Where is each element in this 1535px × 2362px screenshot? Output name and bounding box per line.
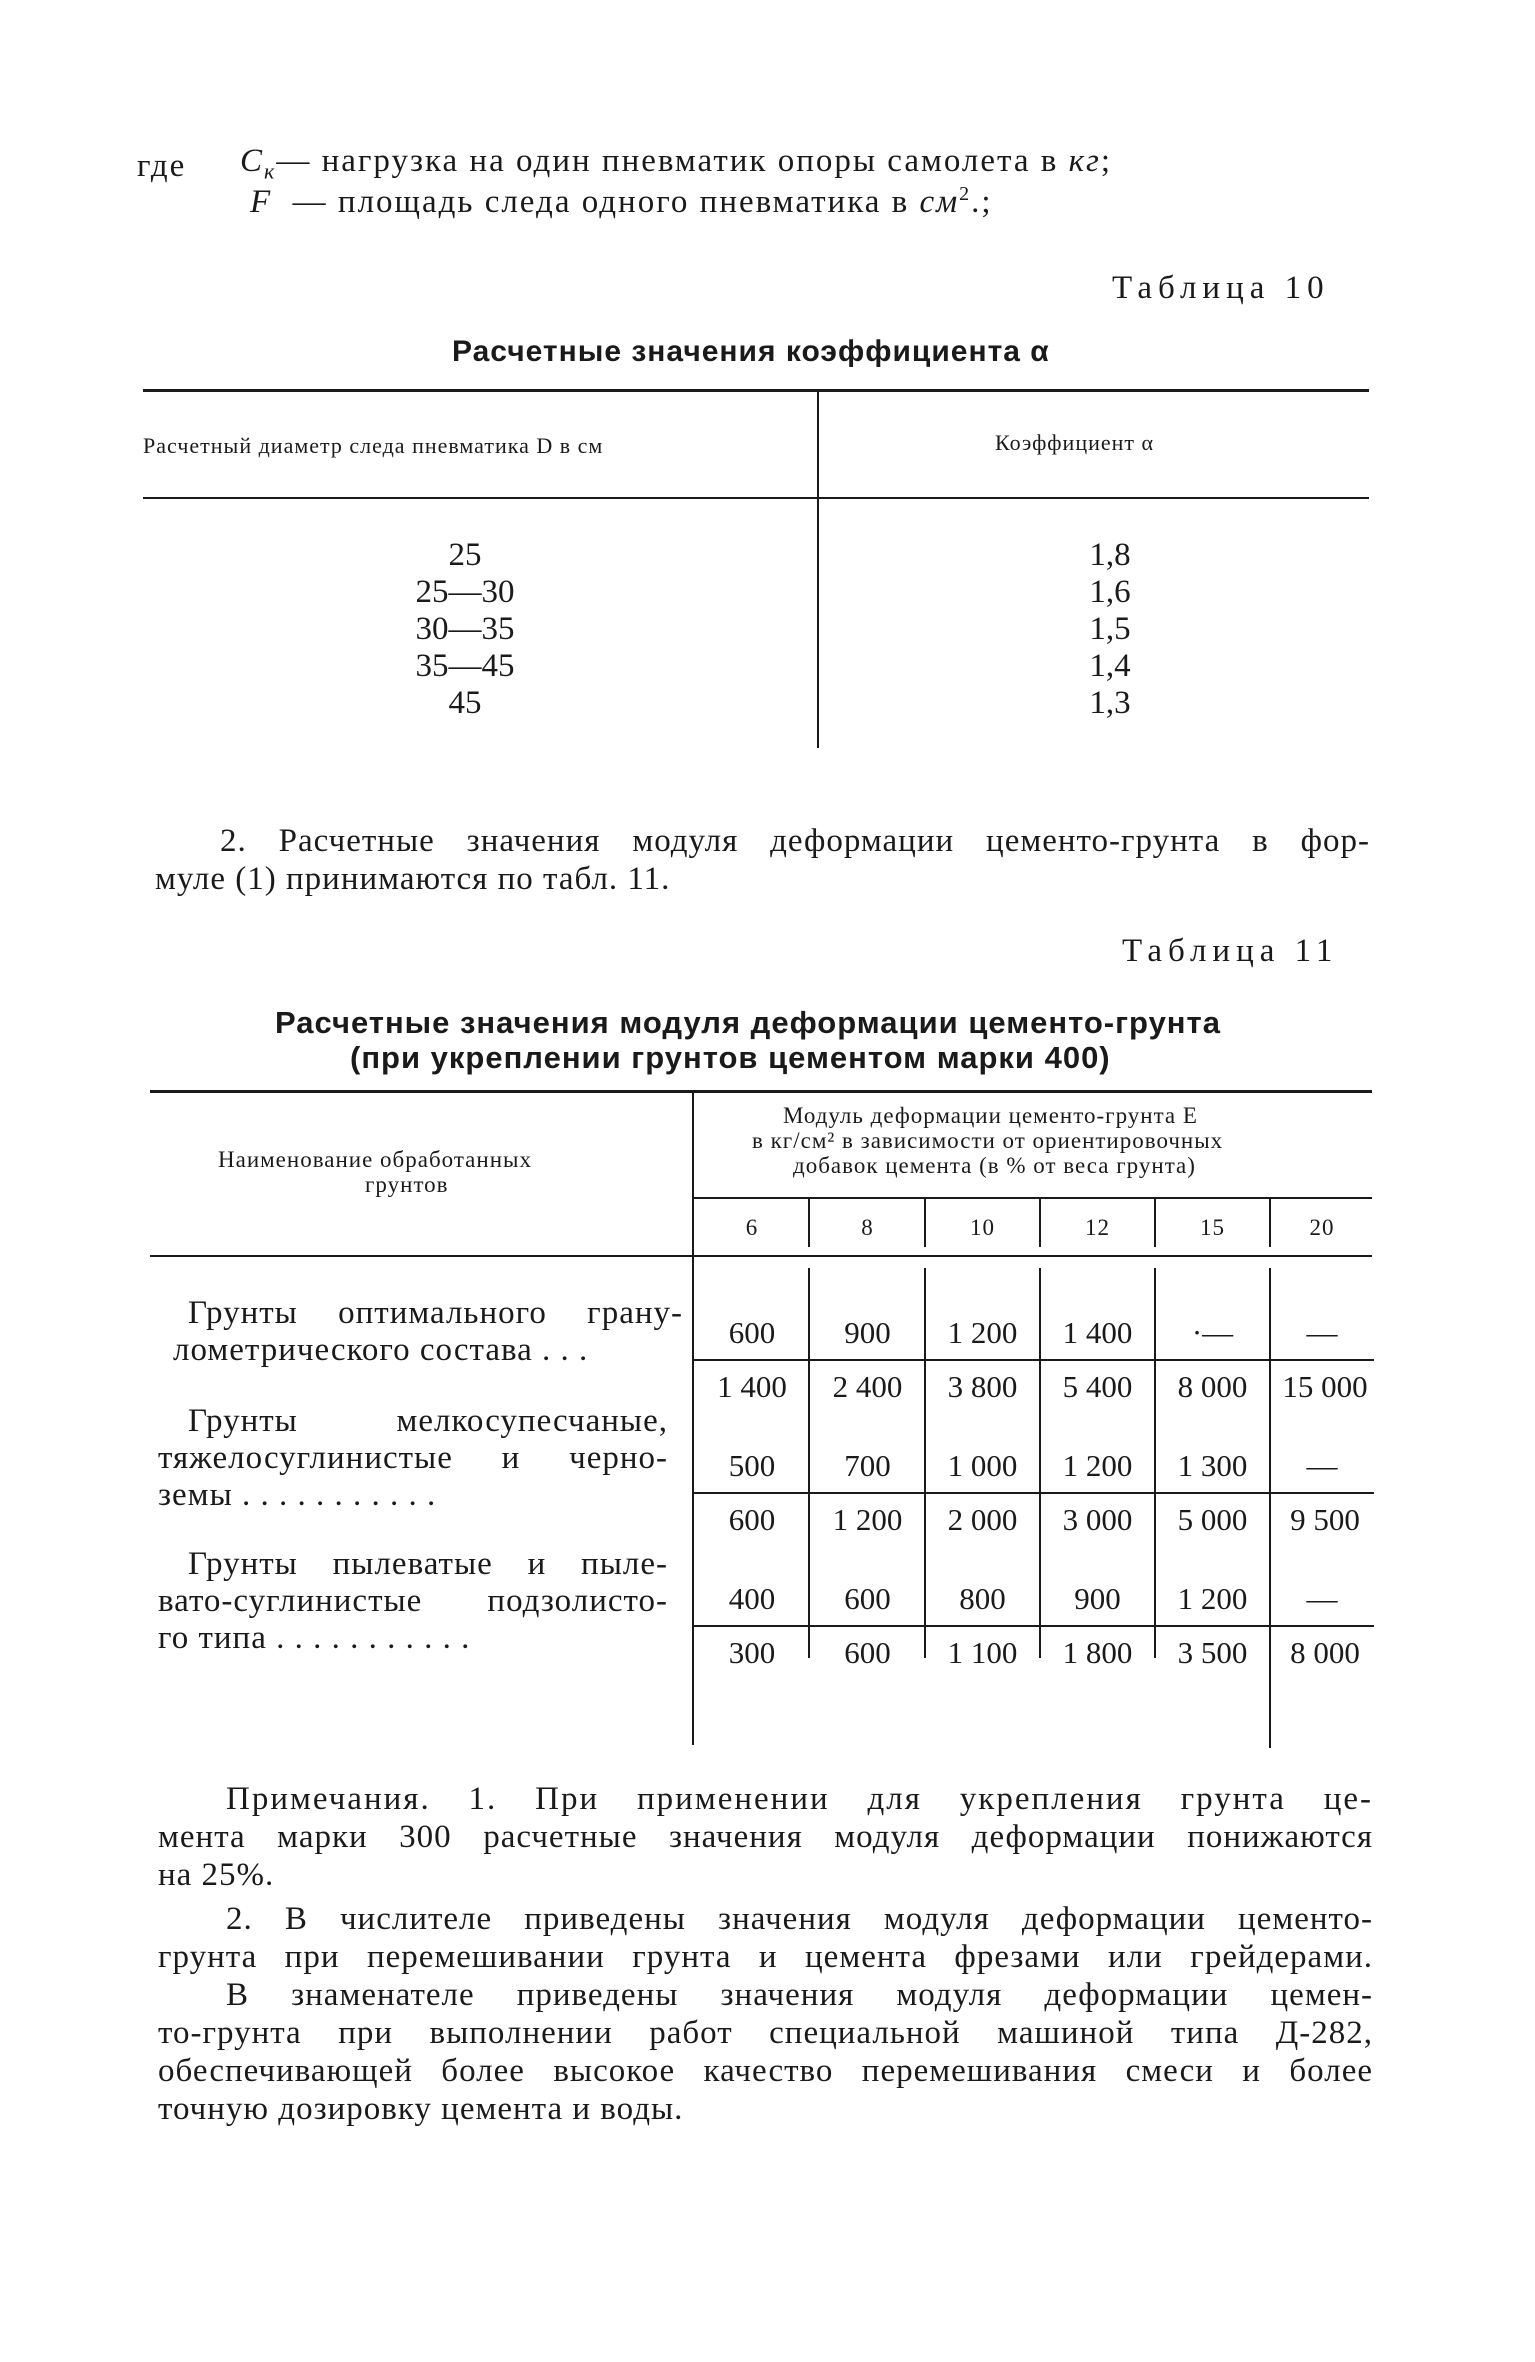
table10-diameter-cell: 35—45 xyxy=(415,648,515,684)
denominator-cell: 2 400 xyxy=(832,1369,903,1404)
ck-subscript: к xyxy=(264,158,277,184)
numerator-cell: — xyxy=(1306,1448,1338,1483)
table11-col-separator xyxy=(808,1199,810,1247)
denominator-cell: 8 000 xyxy=(1177,1369,1248,1404)
table10-coefficient-cell: 1,4 xyxy=(1089,648,1131,684)
table11-row-header-line-1: Наименование обработанных xyxy=(218,1147,532,1172)
numerator-cell: 1 200 xyxy=(947,1315,1018,1350)
row-label-line: земы . . . . . . . . . . . xyxy=(158,1477,437,1513)
numerator-cell: 1 200 xyxy=(1177,1581,1248,1616)
ck-symbol: C xyxy=(240,143,265,179)
numerator-cell: 400 xyxy=(728,1581,776,1616)
numerator-cell: 600 xyxy=(844,1581,891,1616)
table11-col-separator xyxy=(1269,1199,1271,1247)
numerator-cell: 700 xyxy=(844,1448,891,1483)
table10-coefficient-cell: 1,6 xyxy=(1089,574,1131,610)
table11-row-2-label xyxy=(158,1403,668,1514)
table11-col-header-6: 6 xyxy=(745,1215,759,1240)
table11-col-separator xyxy=(1039,1199,1041,1247)
table11-top-rule xyxy=(150,1090,1372,1093)
numerator-cell: 1 200 xyxy=(1062,1448,1133,1483)
denominator-cell: 300 xyxy=(728,1635,776,1670)
table11-row-2-values xyxy=(694,1448,1374,1548)
row-label-line: лометрического состава . . . xyxy=(173,1332,589,1368)
row-label-line: тяжелосуглинистые и черно- xyxy=(158,1440,668,1476)
notes-line: мента марки 300 расчетные значения модуля деформации понижаются xyxy=(158,1819,1373,1855)
notes-line: на 25%. xyxy=(158,1857,275,1893)
numerator-cell: 1 000 xyxy=(947,1448,1018,1483)
denominator-cell: 1 100 xyxy=(947,1635,1018,1670)
row-label-line: Грунты мелкосупесчаные, xyxy=(188,1403,668,1439)
notes-line: В знаменателе приведены значения модуля деформации цемен- xyxy=(226,1977,1373,2013)
paragraph-2-line-1: 2. Расчетные значения модуля деформации цементо-грунта в фор- xyxy=(220,823,1370,859)
numerator-cell: 500 xyxy=(728,1448,776,1483)
ck-end: ; xyxy=(1100,143,1113,179)
table10-header-rule xyxy=(143,497,1369,499)
table11-group-header-line-2: в кг/см² в зависимости от ориентировочных xyxy=(752,1128,1224,1153)
table11-col-header-20: 20 xyxy=(1309,1215,1335,1240)
table11-column-headers xyxy=(694,1215,1374,1245)
ck-unit: кг xyxy=(1068,143,1101,179)
table11-col-separator xyxy=(1154,1199,1156,1247)
denominator-cell: 1 400 xyxy=(717,1369,787,1404)
f-end: .; xyxy=(971,184,993,220)
f-text: — площадь следа одного пневматика в xyxy=(292,184,920,220)
f-unit: см xyxy=(919,184,960,220)
notes-line: грунта при перемешивании грунта и цемента фрезами или грейдерами. xyxy=(158,1939,1373,1975)
table11-header-rule xyxy=(150,1255,1372,1257)
denominator-cell: 9 500 xyxy=(1290,1502,1360,1537)
table10-title xyxy=(452,335,1050,369)
table10-coefficient-cell: 1,5 xyxy=(1089,611,1131,647)
numerator-cell: ·— xyxy=(1191,1315,1234,1350)
notes xyxy=(158,1780,1373,2128)
denominator-cell: 5 000 xyxy=(1177,1502,1248,1537)
denominator-cell: 5 400 xyxy=(1062,1369,1133,1404)
table10-diameter-cell: 25 xyxy=(448,537,482,573)
table11-row-3-label xyxy=(158,1546,668,1657)
table10-coefficient-cell: 1,3 xyxy=(1089,685,1131,721)
numerator-cell: 900 xyxy=(1074,1581,1121,1616)
row-label-line: го типа . . . . . . . . . . . xyxy=(158,1620,471,1656)
row-label-line: Грунты оптимального грану- xyxy=(188,1295,683,1331)
f-symbol: F xyxy=(250,184,273,220)
ck-text: — нагрузка на один пневматик опоры самолета в xyxy=(276,143,1069,179)
denominator-cell: 600 xyxy=(728,1502,776,1537)
definition-f xyxy=(250,183,993,221)
denominator-cell: 1 200 xyxy=(832,1502,903,1537)
table10-diameter-cell: 25—30 xyxy=(415,574,515,610)
table11-col-header-12: 12 xyxy=(1085,1215,1110,1240)
numerator-cell: 1 400 xyxy=(1062,1315,1133,1350)
table11-group-header-line-1: Модуль деформации цементо-грунта E xyxy=(783,1103,1198,1128)
row-label-line: вато-суглинистые подзолисто- xyxy=(158,1583,668,1619)
denominator-cell: 3 500 xyxy=(1177,1635,1248,1670)
table10-top-rule xyxy=(143,389,1369,392)
denominator-cell: 1 800 xyxy=(1062,1635,1133,1670)
numerator-cell: — xyxy=(1306,1581,1338,1616)
table11-title-line-1: Расчетные значения модуля деформации цементо-грунта xyxy=(275,1005,1221,1040)
fraction-bar xyxy=(694,1492,1374,1494)
paragraph-2-line-2: муле (1) принимаются по табл. 11. xyxy=(155,861,671,897)
table11-col-header-8: 8 xyxy=(861,1215,874,1240)
table11-row-header-line-2: грунтов xyxy=(365,1172,449,1197)
denominator-cell: 2 000 xyxy=(947,1502,1018,1537)
table10-coefficient-cell: 1,8 xyxy=(1089,537,1131,573)
table11-col-header-15: 15 xyxy=(1200,1215,1225,1240)
table10-col2-header: Коэффициент α xyxy=(995,430,1155,455)
notes-line: Примечания. 1. При применении для укрепления грунта це- xyxy=(226,1781,1373,1817)
notes-line: точную дозировку цемента и воды. xyxy=(158,2091,684,2127)
denominator-cell: 8 000 xyxy=(1290,1635,1360,1670)
numerator-cell: 800 xyxy=(959,1581,1006,1616)
numerator-cell: — xyxy=(1306,1315,1338,1350)
table10-label: Таблица 10 xyxy=(1112,270,1330,306)
table11-row-3-values xyxy=(694,1581,1374,1681)
denominator-cell: 15 000 xyxy=(1282,1369,1368,1404)
table10-column-divider xyxy=(817,391,819,748)
definition-ck xyxy=(240,143,1112,185)
denominator-cell: 600 xyxy=(844,1635,891,1670)
table10-diameter-cell: 30—35 xyxy=(415,611,515,647)
table11-col-header-10: 10 xyxy=(970,1215,995,1240)
notes-line: обеспечивающей более высокое качество перемешивания смеси и более xyxy=(158,2053,1373,2089)
fraction-bar xyxy=(694,1359,1374,1361)
notes-line: то-грунта при выполнении работ специальной машиной типа Д-282, xyxy=(158,2015,1373,2051)
table11-col-separator xyxy=(924,1199,926,1247)
notes-line: 2. В числителе приведены значения модуля деформации цементо- xyxy=(226,1901,1373,1937)
table10-coefficient-column xyxy=(1060,537,1160,722)
denominator-cell: 3 000 xyxy=(1062,1502,1133,1537)
table11-label: Таблица 11 xyxy=(1122,933,1339,969)
definition-where: где xyxy=(137,148,187,184)
numerator-cell: 900 xyxy=(844,1315,891,1350)
numerator-cell: 1 300 xyxy=(1177,1448,1248,1483)
table10-col1-header: Расчетный диаметр следа пневматика D в см xyxy=(143,433,604,458)
numerator-cell: 600 xyxy=(728,1315,776,1350)
f-superscript: 2 xyxy=(959,183,972,205)
table10-diameter-column xyxy=(395,537,535,722)
fraction-bar xyxy=(694,1625,1374,1627)
table10-diameter-cell: 45 xyxy=(448,685,482,721)
denominator-cell: 3 800 xyxy=(947,1369,1018,1404)
table11-row-1-label xyxy=(173,1295,683,1369)
table11-group-header-line-3: добавок цемента (в % от веса грунта) xyxy=(793,1153,1196,1178)
row-label-line: Грунты пылеватые и пыле- xyxy=(188,1546,668,1582)
table11-title-line-2: (при укреплении грунтов цементом марки 400) xyxy=(350,1040,1111,1075)
table11-row-1-values xyxy=(694,1315,1374,1415)
table10-title-text: Расчетные значения коэффициента α xyxy=(452,335,1050,368)
